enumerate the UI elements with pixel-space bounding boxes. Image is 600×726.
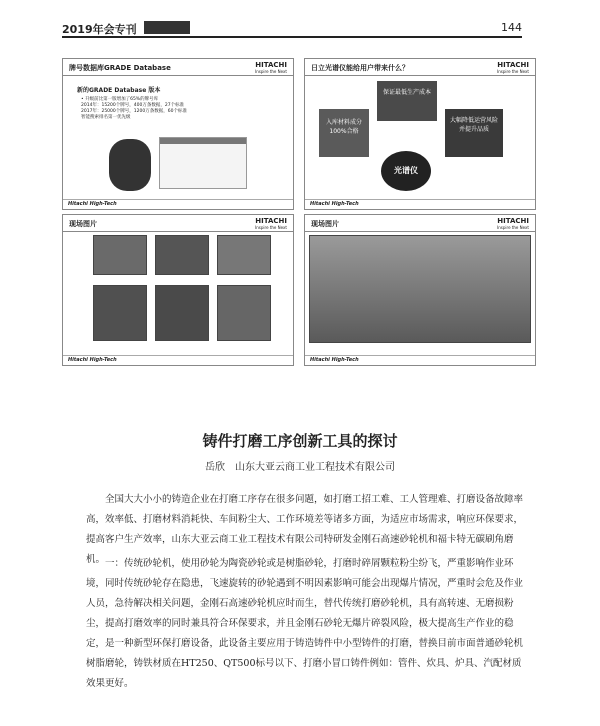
software-screenshot — [159, 137, 247, 189]
header-tag — [144, 21, 190, 34]
site-photo — [93, 285, 147, 341]
hitachi-logo: HITACHI Inspire the Next — [497, 61, 529, 74]
device-image — [109, 139, 151, 191]
slide-bullets: • 升级前比第一版增加了65%的牌号库 2014年：15200个牌号，400万条数据，27个标准 2017年：25000个牌号，1200万条数据，60个标准 智能搜索排名第一优先级 — [81, 97, 187, 120]
slide-benefits: 日立光谱仪能给用户带来什么？ HITACHI Inspire the Next 保证最低生产成本 入库材料成分100%合格 大幅降低运营风险并提升品质 光谱仪 Hitachi High-Tech — [304, 58, 536, 210]
slide-grade-database: 牌号数据库GRADE Database HITACHI Inspire the Next 新的GRADE Database 版本 • 升级前比第一版增加了65%的牌号库 2014年：15200个牌号，400万条数据，27个标准 2017年：25000个牌号，1200万条数据，60个标准 智能搜索排名第一优先级 Hitachi High-Tech — [62, 58, 294, 210]
article-author: 岳欣 山东大亚云商工业工程技术有限公司 — [205, 462, 395, 473]
benefit-cost: 保证最低生产成本 — [377, 81, 437, 121]
slide-title: 现场图片 — [311, 220, 339, 228]
site-photo — [217, 235, 271, 275]
page-header — [62, 20, 522, 38]
slide-site-photos-1: 现场图片 HITACHI Inspire the Next Hitachi High-Tech — [62, 214, 294, 366]
site-photo — [155, 235, 209, 275]
site-photo — [155, 285, 209, 341]
slide-title: 牌号数据库GRADE Database — [69, 64, 171, 72]
paragraph-intro: 全国大大小小的铸造企业在打磨工序存在很多问题，如打磨工招工难、工人管理难、打磨设备故障率高，效率低、打磨材料消耗快、车间粉尘大、工作环境差等诸多方面，为适应市场需求，响应环保要求，提高客户生产效率，山东大亚云商工业工程技术有限公司特研发金刚石高速砂轮机和福卡特无碳刷角磨机。 — [86, 494, 524, 565]
benefit-material: 入库材料成分100%合格 — [319, 109, 369, 157]
hitachi-logo: HITACHI Inspire the Next — [497, 217, 529, 230]
slide-site-photos-2: 现场图片 HITACHI Inspire the Next Hitachi High-Tech — [304, 214, 536, 366]
site-photo — [217, 285, 271, 341]
article-title: 铸件打磨工序创新工具的探讨 — [202, 432, 398, 450]
benefit-risk: 大幅降低运营风险并提升品质 — [445, 109, 503, 157]
slide-title: 日立光谱仪能给用户带来什么？ — [311, 64, 409, 72]
slide-subtitle: 新的GRADE Database 版本 — [77, 87, 161, 94]
site-photo-large — [309, 235, 531, 343]
slide-title: 现场图片 — [69, 220, 97, 228]
journal-name: 2019年会专刊 — [62, 23, 137, 36]
site-photo — [93, 235, 147, 275]
page-number: 144 — [501, 21, 522, 34]
hitachi-logo: HITACHI Inspire the Next — [255, 217, 287, 230]
paragraph-section-1: 一：传统砂轮机，使用砂轮为陶瓷砂轮或是树脂砂轮，打磨时碎屑颗粒粉尘纷飞，严重影响作业环境，同时传统砂轮存在隐患，飞速旋转的砂轮遇到不明因素影响可能会出现爆片情况，严重时会危及作业人员，急待解决相关问题，金刚石高速砂轮机应时而生，替代传统打磨砂轮机，具有高转速、无磨损粉尘，提高打磨效率的同时兼具符合环保要求，并且金刚石砂轮无爆片碎裂风险，极大提高生产作业的稳定，是一种新型环保打磨设备，此设备主要应用于铸造铸件中小型铸件的打磨，替换目前市面普通砂轮机树脂磨轮，铸铁材质在HT250、QT500标号以下、打磨小冒口铸件例如：管件、炊具、炉具、汽配材质效果更好。 — [86, 558, 524, 689]
hitachi-logo: HITACHI Inspire the Next — [255, 61, 287, 74]
spectrometer-circle: 光谱仪 — [381, 151, 431, 191]
